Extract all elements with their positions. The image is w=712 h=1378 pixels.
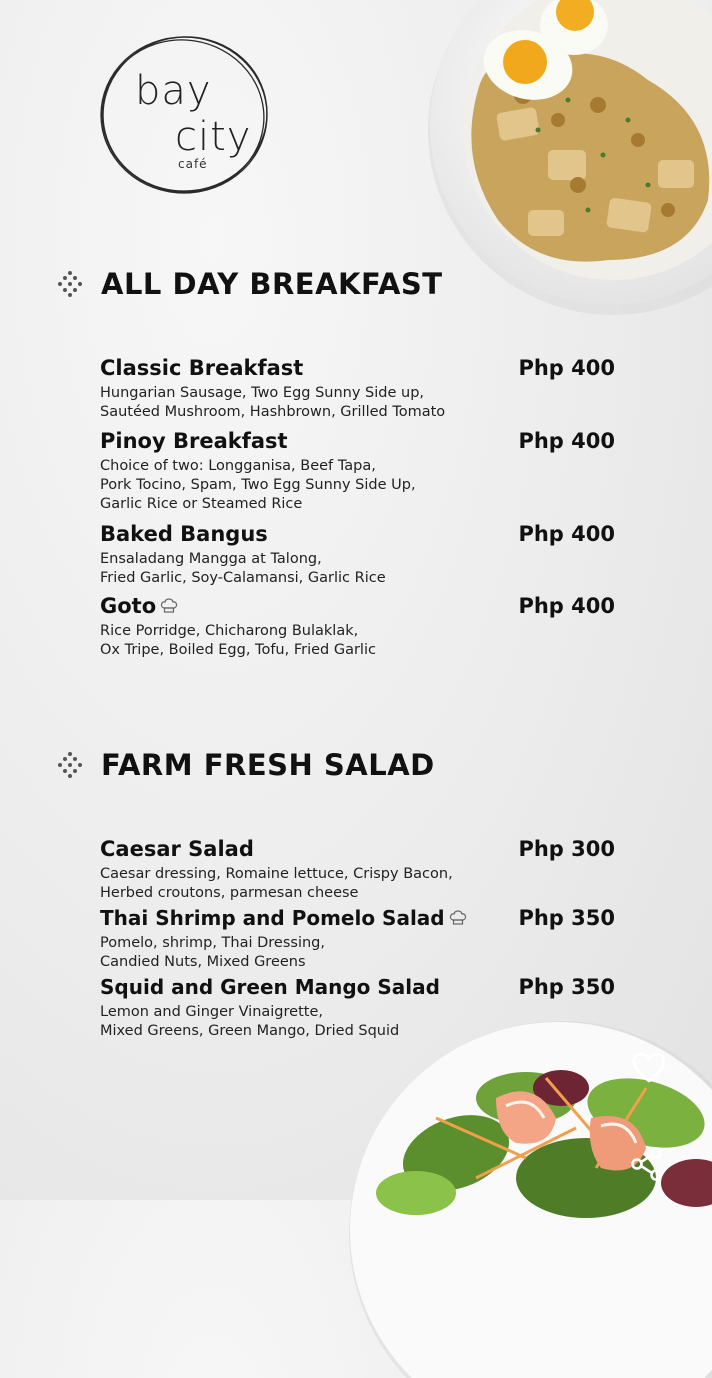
item-description: Choice of two: Longganisa, Beef Tapa, Pork Tocino, Spam, Two Egg Sunny Side Up, Garlic Rice or Steamed Rice [100,458,416,512]
item-price: Php 400 [518,356,615,380]
item-description: Ensaladang Mangga at Talong, Fried Garlic, Soy-Calamansi, Garlic Rice [100,551,386,586]
section-title: ALL DAY BREAKFAST [101,267,443,301]
item-description: Pomelo, shrimp, Thai Dressing, Candied Nuts, Mixed Greens [100,935,325,970]
section-all-day-breakfast [56,264,656,304]
brand-logo [98,34,270,196]
chef-hat-icon [160,598,178,614]
item-description: Lemon and Ginger Vinaigrette, Mixed Greens, Green Mango, Dried Squid [100,1004,400,1039]
item-price: Php 400 [518,429,615,453]
item-description: Hungarian Sausage, Two Egg Sunny Side up, Sautéed Mushroom, Hashbrown, Grilled Tomato [100,385,446,420]
menu-item [100,594,615,660]
logo-word-cafe: café [178,157,208,171]
ornament-dots-icon [56,751,84,779]
menu-item [100,429,615,514]
section-title: FARM FRESH SALAD [101,748,435,782]
logo-word-city: city [175,114,252,160]
item-price: Php 350 [518,975,615,999]
menu-item [100,837,615,903]
share-icon[interactable] [630,1146,664,1182]
section-farm-fresh-salad [56,745,656,785]
item-name: Thai Shrimp and Pomelo Salad [100,906,467,930]
logo-word-bay: bay [135,68,212,114]
item-name: Classic Breakfast [100,356,304,380]
chef-hat-icon [449,910,467,926]
item-price: Php 300 [518,837,615,861]
item-price: Php 400 [518,522,615,546]
item-name: Goto [100,594,178,618]
item-name: Caesar Salad [100,837,254,861]
menu-item [100,522,615,588]
item-price: Php 350 [518,906,615,930]
item-name: Squid and Green Mango Salad [100,975,440,999]
item-price: Php 400 [518,594,615,618]
item-description: Caesar dressing, Romaine lettuce, Crispy Bacon, Herbed croutons, parmesan cheese [100,866,453,901]
item-description: Rice Porridge, Chicharong Bulaklak, Ox Tripe, Boiled Egg, Tofu, Fried Garlic [100,623,376,658]
ornament-dots-icon [56,270,84,298]
heart-icon[interactable] [632,1052,666,1084]
item-name: Pinoy Breakfast [100,429,288,453]
menu-item [100,356,615,422]
item-name: Baked Bangus [100,522,268,546]
menu-item [100,906,615,972]
